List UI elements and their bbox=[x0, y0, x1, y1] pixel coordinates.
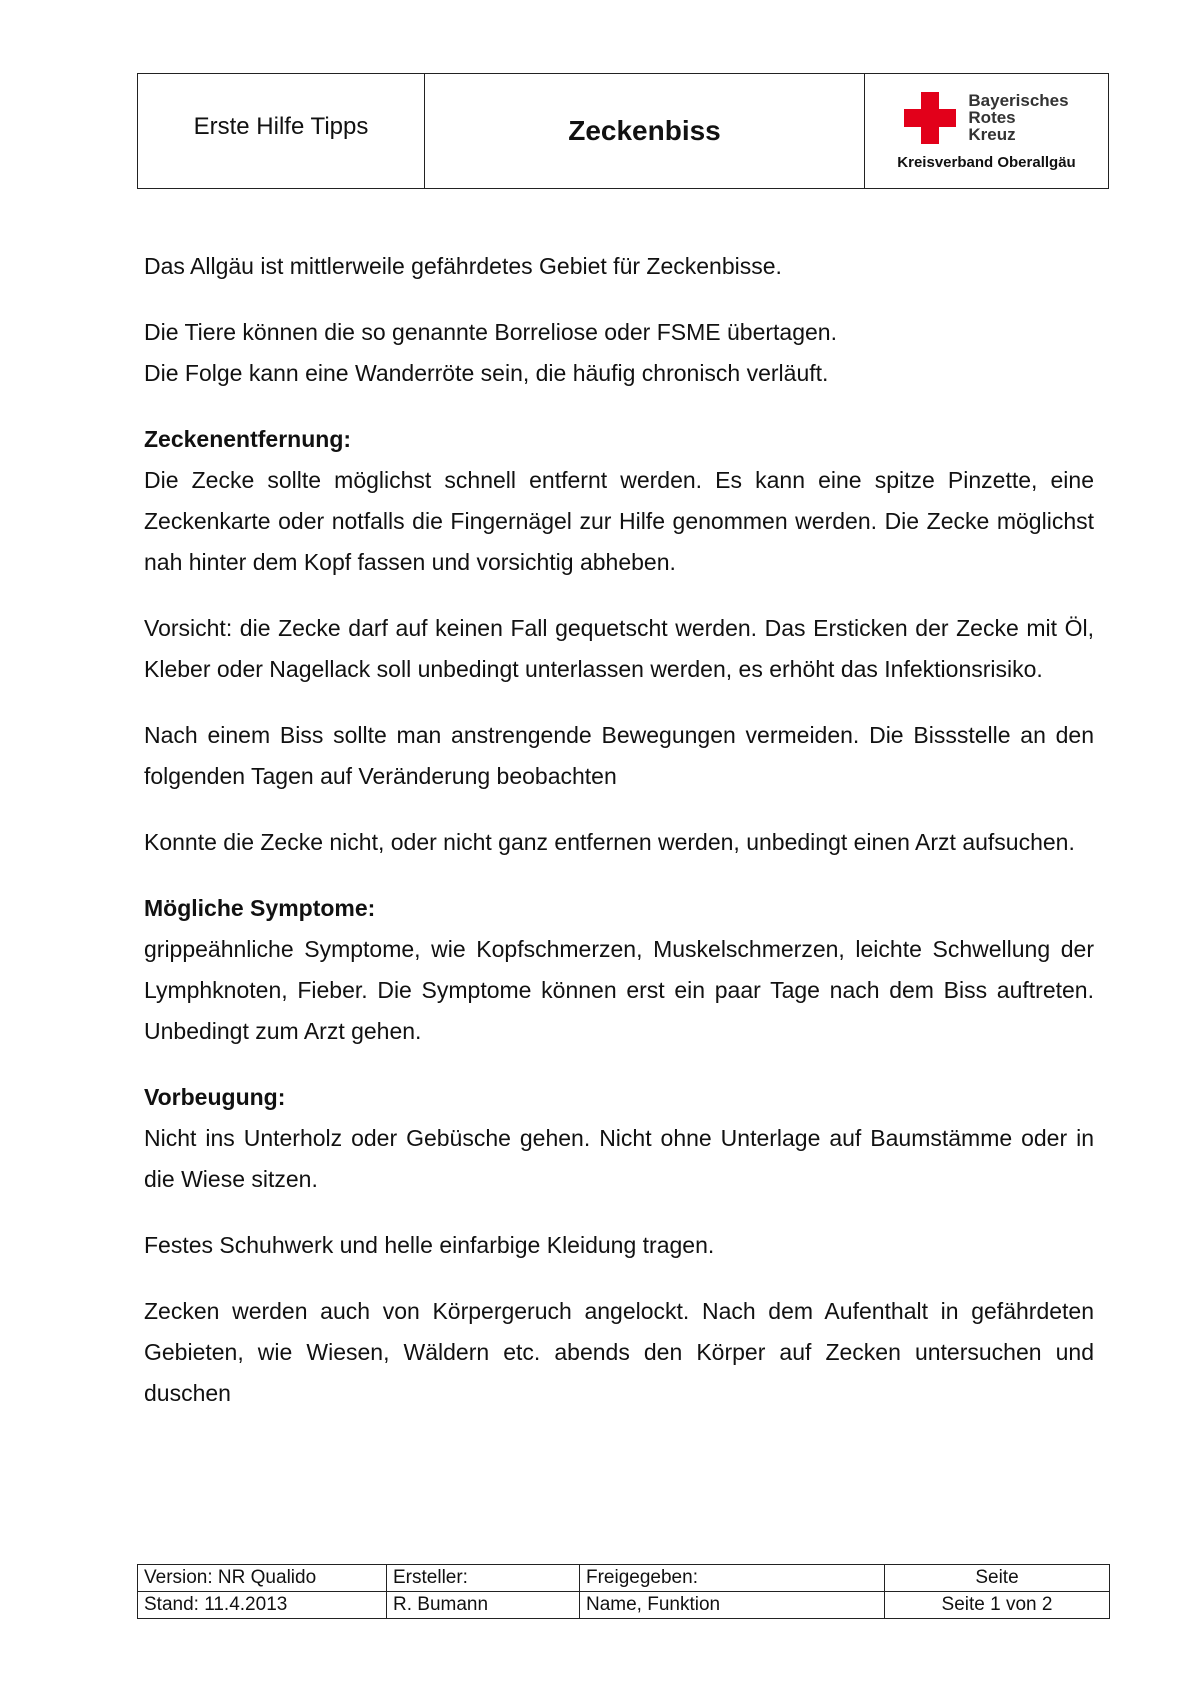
footer-row-values bbox=[138, 1592, 1110, 1619]
caution-paragraph: Vorsicht: die Zecke darf auf keinen Fall gequetscht werden. Das Ersticken der Zecke mit Öl, Kleber oder Nagellack soll unbedingt unterlassen werden, es erhöht das Infektionsrisiko. bbox=[144, 615, 1094, 682]
footer-creator-label: Ersteller: bbox=[387, 1565, 580, 1592]
org-name bbox=[968, 92, 1068, 143]
document-body bbox=[144, 246, 1094, 1414]
clothing-paragraph: Festes Schuhwerk und helle einfarbige Kleidung tragen. bbox=[144, 1232, 715, 1258]
brk-logo bbox=[904, 92, 1068, 144]
intro-paragraph: Das Allgäu ist mittlerweile gefährdetes Gebiet für Zeckenbisse. bbox=[144, 253, 782, 279]
footer-creator: R. Bumann bbox=[387, 1592, 580, 1619]
removal-paragraph: Die Zecke sollte möglichst schnell entfernt werden. Es kann eine spitze Pinzette, eine Zeckenkarte oder notfalls die Fingernägel zur Hilfe genommen werden. Die Zecke möglichst nah hinter dem Kopf fassen und vorsichtig abheben. bbox=[144, 467, 1094, 575]
prevention-heading: Vorbeugung: bbox=[144, 1084, 286, 1110]
header-category: Erste Hilfe Tipps bbox=[138, 74, 425, 188]
disease-paragraph bbox=[144, 312, 1094, 394]
footer-row-labels bbox=[138, 1565, 1110, 1592]
red-cross-icon bbox=[904, 92, 956, 144]
prevention-paragraph: Nicht ins Unterholz oder Gebüsche gehen. Nicht ohne Unterlage auf Baumstämme oder in die Wiese sitzen. bbox=[144, 1125, 1094, 1192]
disease-line-1: Die Tiere können die so genannte Borreliose oder FSME übertagen. bbox=[144, 319, 837, 345]
document-footer bbox=[137, 1564, 1110, 1619]
after-bite-paragraph: Nach einem Biss sollte man anstrengende Bewegungen vermeiden. Die Bissstelle an den folgenden Tagen auf Veränderung beobachten bbox=[144, 722, 1094, 789]
org-subdivision: Kreisverband Oberallgäu bbox=[897, 153, 1076, 171]
org-name-line1: Bayerisches bbox=[968, 91, 1069, 110]
footer-approved: Name, Funktion bbox=[580, 1592, 885, 1619]
document-header bbox=[137, 73, 1109, 189]
footer-page-number: Seite 1 von 2 bbox=[885, 1592, 1110, 1619]
footer-approved-label: Freigegeben: bbox=[580, 1565, 885, 1592]
disease-line-2: Die Folge kann eine Wanderröte sein, die häufig chronisch verläuft. bbox=[144, 360, 829, 386]
footer-page-label: Seite bbox=[885, 1565, 1110, 1592]
page-title: Zeckenbiss bbox=[425, 74, 865, 188]
org-logo-block bbox=[865, 74, 1108, 188]
footer-date: Stand: 11.4.2013 bbox=[138, 1592, 387, 1619]
removal-heading: Zeckenentfernung: bbox=[144, 426, 352, 452]
org-name-line2: Rotes bbox=[968, 108, 1016, 127]
symptoms-heading: Mögliche Symptome: bbox=[144, 895, 376, 921]
symptoms-paragraph: grippeähnliche Symptome, wie Kopfschmerzen, Muskelschmerzen, leichte Schwellung der Lymphknoten, Fieber. Die Symptome können erst ein paar Tage nach dem Biss auftreten. Unbedingt zum Arzt gehen. bbox=[144, 936, 1094, 1044]
footer-version: Version: NR Qualido bbox=[138, 1565, 387, 1592]
org-name-line3: Kreuz bbox=[968, 125, 1016, 144]
check-paragraph: Zecken werden auch von Körpergeruch angelockt. Nach dem Aufenthalt in gefährdeten Gebieten, wie Wiesen, Wäldern etc. abends den Körper auf Zecken untersuchen und duschen bbox=[144, 1298, 1094, 1406]
doctor-paragraph: Konnte die Zecke nicht, oder nicht ganz entfernen werden, unbedingt einen Arzt aufsuchen. bbox=[144, 829, 1075, 855]
